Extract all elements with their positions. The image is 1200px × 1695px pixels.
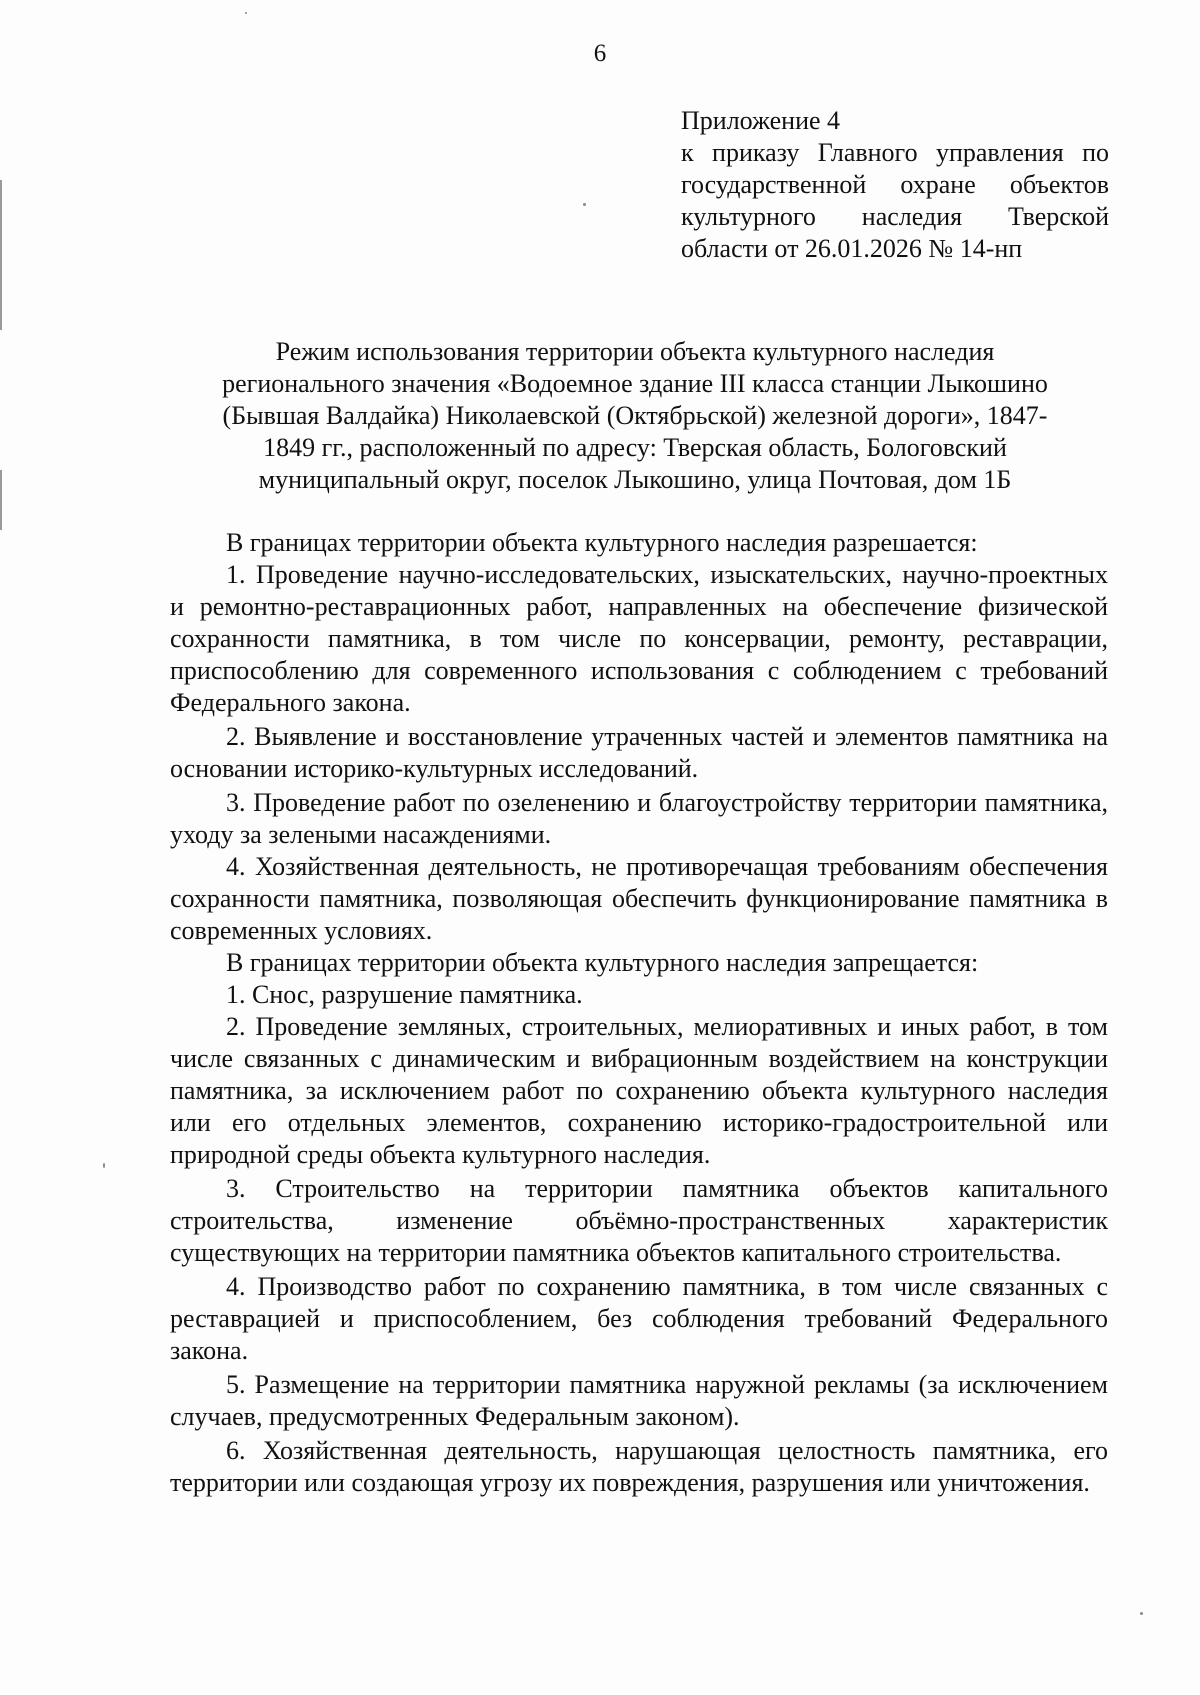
prohibited-item: 1. Снос, разрушение памятника. (226, 980, 583, 1009)
title-line: 1849 гг., расположенный по адресу: Тверская область, Бологовский (263, 433, 1007, 462)
appendix-header (681, 105, 1109, 265)
allowed-item: 3. Проведение работ по озеленению и благоустройству территории памятника, уходу за зелеными насаждениями. (170, 788, 1108, 849)
prohibited-item: 5. Размещение на территории памятника наружной рекламы (за исключением случаев, предусмотренных Федеральным законом). (170, 1370, 1108, 1431)
scan-speck (583, 203, 586, 206)
appendix-line: области от 26.01.2026 № 14-нп (681, 234, 1023, 263)
scan-edge-mark (0, 470, 2, 530)
appendix-line: государственной охране объектов (681, 170, 1109, 199)
allowed-heading: В границах территории объекта культурного наследия разрешается: (226, 528, 978, 557)
prohibited-item: 4. Производство работ по сохранению памятника, в том числе связанных с реставрацией и приспособлением, без соблюдения требований Федерального закона. (170, 1272, 1108, 1365)
document-body (170, 527, 1108, 1499)
title-line: Режим использования территории объекта культурного наследия (275, 337, 995, 366)
title-line: регионального значения «Водоемное здание III класса станции Лыкошино (222, 369, 1048, 398)
allowed-item: 2. Выявление и восстановление утраченных частей и элементов памятника на основании историко-культурных исследований. (170, 722, 1108, 783)
scan-speck (103, 1163, 105, 1168)
prohibited-item: 6. Хозяйственная деятельность, нарушающая целостность памятника, его территории или создающая угрозу их повреждения, разрушения или уничтожения. (170, 1436, 1108, 1497)
allowed-item: 4. Хозяйственная деятельность, не противоречащая требованиям обеспечения сохранности памятника, позволяющая обеспечить функционирование памятника в современных условиях. (170, 852, 1108, 945)
allowed-item: 1. Проведение научно-исследовательских, изыскательских, научно-проектных и ремонтно-реставрационных работ, направленных на обеспечение физической сохранности памятника, в том числе по консервации, ремонту, реставрации, приспособлению для современного использования с соблюдением с требований Федерального закона. (170, 560, 1108, 717)
prohibited-item: 2. Проведение земляных, строительных, мелиоративных и иных работ, в том числе связанных с динамическим и вибрационным воздействием на конструкции памятника, за исключением работ по сохранению объекта культурного наследия или его отдельных элементов, сохранению историко-градостроительной или природной среды объекта культурного наследия. (170, 1012, 1108, 1169)
scan-edge-mark (0, 180, 2, 330)
appendix-line: к приказу Главного управления по (681, 138, 1109, 167)
scan-speck (1140, 1612, 1143, 1615)
appendix-line: культурного наследия Тверской (681, 202, 1109, 231)
appendix-line: Приложение 4 (681, 106, 841, 135)
prohibited-item: 3. Строительство на территории памятника объектов капитального строительства, изменение объёмно-пространственных характеристик существующих на территории памятника объектов капитального строительства. (170, 1174, 1108, 1267)
scan-speck (245, 12, 247, 14)
page-number: 6 (593, 40, 607, 67)
document-title (175, 336, 1095, 496)
prohibited-heading: В границах территории объекта культурного наследия запрещается: (226, 948, 979, 977)
title-line: (Бывшая Валдайка) Николаевской (Октябрьской) железной дороги», 1847- (222, 401, 1048, 430)
title-line: муниципальный округ, поселок Лыкошино, улица Почтовая, дом 1Б (258, 465, 1012, 494)
